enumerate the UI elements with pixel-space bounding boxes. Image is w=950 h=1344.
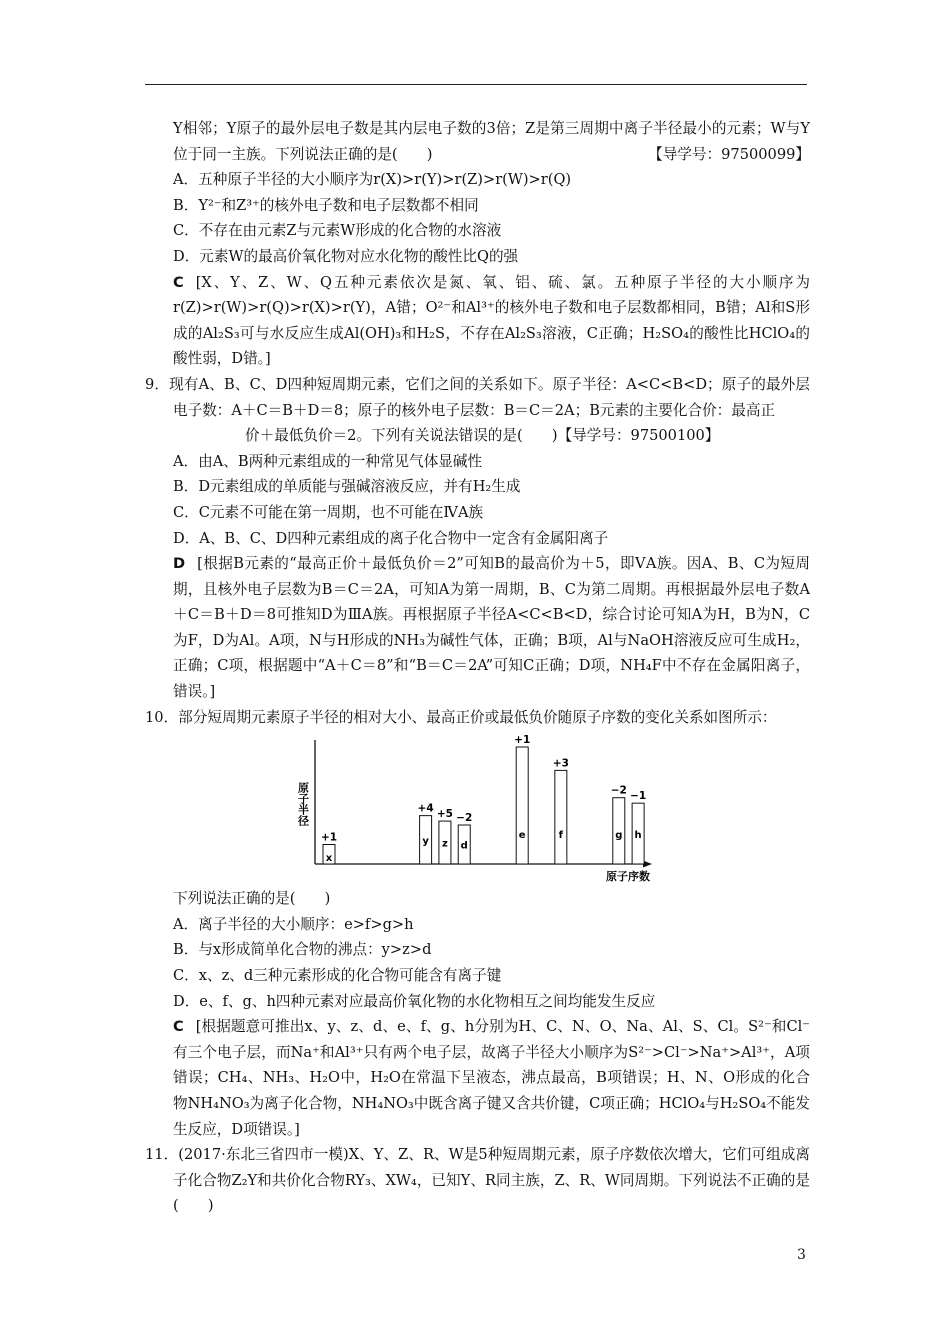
radius-valence-chart xyxy=(145,734,810,884)
valence-label-f: +3 xyxy=(552,757,569,770)
answer-explanation: [根据B元素的“最高正价＋最低负价＝2”可知B的最高价为＋5，即ⅤA族。因A、B、C为短周期，且核外电子层数为B＝C＝2A，可知A为第一周期，B、C为第二周期。再根据最外层电子数A＋C＝B＋D＝8可推知D为ⅢA族。再根据原子半径A<C<B<D，综合讨论可知A为H，B为N，C为F，D为Al。A项，N与H形成的NH₃为碱性气体，正确；B项，Al与NaOH溶液反应可生成H₂，正确；C项，根据题中“A＋C＝8”和“B＝C＝2A”可知C正确；D项，NH₄F中不存在金属阳离子，错误。] xyxy=(173,555,810,701)
answer-key: D xyxy=(173,555,186,573)
question-9 xyxy=(145,372,810,705)
chart-svg xyxy=(287,734,657,884)
valence-label-h: −1 xyxy=(630,790,647,803)
question-10 xyxy=(145,705,810,1143)
question-8-option-b: B．Y²⁻和Z³⁺的核外电子数和电子层数都不相同 xyxy=(173,196,479,214)
question-8 xyxy=(145,116,810,372)
question-8-stem: Y相邻；Y原子的最外层电子数是其内层电子数的3倍；Z是第三周期中离子半径最小的元素；W与Y位于同一主族。下列说法正确的是( ) 【导学号：97500099】 xyxy=(145,116,810,167)
x-axis-label: 原子序数 xyxy=(606,870,650,884)
header-rule xyxy=(145,84,807,85)
bar-label-z: z xyxy=(442,838,448,850)
valence-label-z: +5 xyxy=(436,808,453,821)
bar-label-g: g xyxy=(615,830,623,842)
y-axis-label: 原子半径 xyxy=(296,782,310,827)
question-10-option-b: B．与x形成简单化合物的沸点：y>z>d xyxy=(173,941,432,959)
answer-explanation: [X、Y、Z、W、Q五种元素依次是氮、氧、铝、硫、氯。五种原子半径的大小顺序为r(Z)>r(W)>r(Q)>r(X)>r(Y)，A错；O²⁻和Al³⁺的核外电子数和电子层数都相同，B错；Al和S形成的Al₂S₃可与水反应生成Al(OH)₃和H₂S，不存在Al₂S₃溶液，C正确；H₂SO₄的酸性比HClO₄的酸性弱，D错。] xyxy=(173,273,810,368)
bar-e xyxy=(516,747,528,864)
question-10-answer xyxy=(145,1014,810,1142)
valence-label-y: +4 xyxy=(417,802,434,815)
question-8-option-c: C．不存在由元素Z与元素W形成的化合物的水溶液 xyxy=(173,222,502,240)
question-9-stem: 9．现有A、B、C、D四种短周期元素，它们之间的关系如下。原子半径：A<C<B<D；原子的最外层电子数：A＋C＝B＋D＝8；原子的核外电子层数：B＝C＝2A；B元素的主要化合价：最高正 xyxy=(145,375,810,419)
question-8-guide-number: 【导学号：97500099】 xyxy=(648,145,810,163)
question-9-option-a: A．由A、B两种元素组成的一种常见气体显碱性 xyxy=(173,452,483,470)
bar-label-e: e xyxy=(518,830,526,842)
question-11 xyxy=(145,1142,810,1219)
question-8-option-d: D．元素W的最高价氧化物对应水化物的酸性比Q的强 xyxy=(173,247,519,265)
question-9-stem-cont: 价＋最低负价＝2。下列有关说法错误的是( )【导学号：97500100】 xyxy=(245,427,720,445)
bar-label-y: y xyxy=(422,836,429,848)
question-10-option-d: D．e、f、g、h四种元素对应最高价氧化物的水化物相互之间均能发生反应 xyxy=(173,992,656,1010)
question-9-guide-number: 【导学号：97500100】 xyxy=(557,427,720,445)
question-8-option-a: A．五种原子半径的大小顺序为r(X)>r(Y)>r(Z)>r(W)>r(Q) xyxy=(173,171,572,189)
question-8-answer xyxy=(145,270,810,372)
bar-label-d: d xyxy=(460,840,468,852)
valence-label-g: −2 xyxy=(610,784,627,797)
answer-key: C xyxy=(173,273,184,291)
page-content xyxy=(145,116,810,1219)
question-10-option-a: A．离子半径的大小顺序：e>f>g>h xyxy=(173,915,414,933)
bar-label-h: h xyxy=(634,830,642,842)
question-9-option-d: D．A、B、C、D四种元素组成的离子化合物中一定含有金属阳离子 xyxy=(173,529,609,547)
answer-explanation: [根据题意可推出x、y、z、d、e、f、g、h分别为H、C、N、O、Na、Al、S、Cl。S²⁻和Cl⁻有三个电子层，而Na⁺和Al³⁺只有两个电子层，故离子半径大小顺序为S²⁻>Cl⁻>Na⁺>Al³⁺，A项错误；CH₄、NH₃、H₂O中，H₂O在常温下呈液态，沸点最高，B项错误；H、N、O形成的化合物NH₄NO₃为离子化合物，NH₄NO₃中既含离子键又含共价键，C项正确；HClO₄与H₂SO₄不能发生反应，D项错误。] xyxy=(173,1018,810,1138)
valence-label-d: −2 xyxy=(456,812,473,825)
valence-label-x: +1 xyxy=(320,831,338,844)
question-10-prompt: 下列说法正确的是( ) xyxy=(173,890,331,908)
bar-label-x: x xyxy=(325,853,333,865)
question-9-answer xyxy=(145,551,810,705)
question-10-option-c: C．x、z、d三种元素形成的化合物可能含有离子键 xyxy=(173,967,502,985)
question-9-option-b: B．D元素组成的单质能与强碱溶液反应，并有H₂生成 xyxy=(173,478,521,496)
question-10-stem: 10．部分短周期元素原子半径的相对大小、最高正价或最低负价随原子序数的变化关系如图所示： xyxy=(145,708,777,726)
bar-label-f: f xyxy=(558,830,564,842)
question-9-option-c: C．C元素不可能在第一周期，也不可能在ⅣA族 xyxy=(173,503,484,521)
page-number: 3 xyxy=(797,1247,806,1263)
answer-key: C xyxy=(173,1018,184,1036)
valence-label-e: +1 xyxy=(514,734,531,747)
bar-f xyxy=(555,771,567,865)
question-11-stem: 11．(2017·东北三省四市一模)X、Y、Z、R、W是5种短周期元素，原子序数依次增大，它们可组成离子化合物Z₂Y和共价化合物RY₃、XW₄，已知Y、R同主族，Z、R、W同周期。下列说法不正确的是( ) xyxy=(145,1146,810,1215)
